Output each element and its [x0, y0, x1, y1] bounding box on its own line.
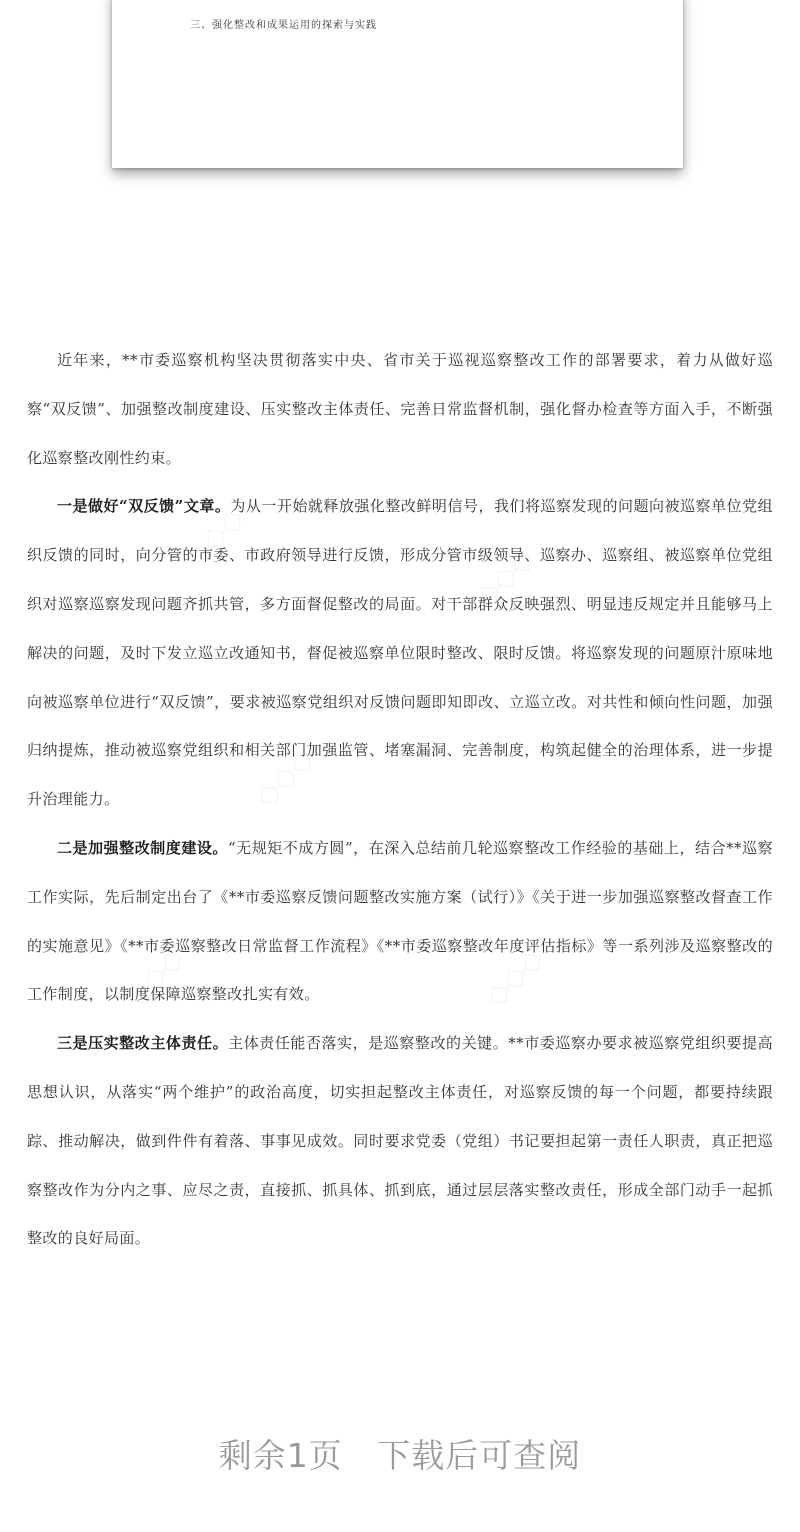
- document-preview-card: [112, 0, 683, 168]
- section-body-1: 为从一开始就释放强化整改鲜明信号，我们将巡察发现的问题向被巡察单位党组织反馈的同时，向分管的市委、市政府领导进行反馈，形成分管市级领导、巡察办、巡察组、被巡察单位党组织对巡察巡察发现问题齐抓共管，多方面督促整改的局面。对干部群众反映强烈、明显违反规定并且能够马上解决的问题，及时下发立巡立改通知书，督促被巡察单位限时整改、限时反馈。将巡察发现的问题原汁原味地向被巡察单位进行“双反馈”，要求被巡察党组织对反馈问题即知即改、立巡立改。对共性和倾向性问题，加强归纳提炼，推动被巡察党组织和相关部门加强监管、堵塞漏洞、完善制度，构筑起健全的治理体系，进一步提升治理能力。: [27, 497, 773, 809]
- section-paragraph-3: [27, 1019, 773, 1263]
- section-heading-2: 二是加强整改制度建设。: [57, 838, 228, 857]
- section-paragraph-1: [27, 482, 773, 824]
- section-paragraph-2: [27, 824, 773, 1019]
- article-body: [27, 336, 773, 1263]
- preview-outline-item: 三、强化整改和成果运用的探索与实践: [190, 20, 377, 31]
- download-to-view-prompt[interactable]: 剩余1页 下载后可查阅: [218, 1436, 582, 1475]
- section-body-3: 主体责任能否落实，是巡察整改的关键。**市委巡察办要求被巡察党组织要提高思想认识，从落实“两个维护”的政治高度，切实担起整改主体责任，对巡察反馈的每一个问题，都要持续跟踪、推动解决，做到件件有着落、事事见成效。同时要求党委（党组）书记要担起第一责任人职责，真正把巡察整改作为分内之事、应尽之责，直接抓、抓具体、抓到底，通过层层落实整改责任，形成全部门动手一起抓整改的良好局面。: [27, 1034, 774, 1248]
- section-body-2: “无规矩不成方圆”，在深入总结前几轮巡察整改工作经验的基础上，结合**巡察工作实际，先后制定出台了《**市委巡察反馈问题整改实施方案（试行）》《关于进一步加强巡察整改督查工作的实施意见》《**市委巡察整改日常监督工作流程》《**市委巡察整改年度评估指标》等一系列涉及巡察整改的工作制度，以制度保障巡察整改扎实有效。: [27, 838, 774, 1004]
- intro-paragraph: 近年来，**市委巡察机构坚决贯彻落实中央、省市关于巡视巡察整改工作的部署要求，着力从做好巡察“双反馈”、加强整改制度建设、压实整改主体责任、完善日常监督机制，强化督办检查等方面入手，不断强化巡察整改刚性约束。: [27, 351, 773, 467]
- section-heading-3: 三是压实整改主体责任。: [57, 1034, 229, 1053]
- section-heading-1: 一是做好“双反馈”文章。: [57, 497, 231, 516]
